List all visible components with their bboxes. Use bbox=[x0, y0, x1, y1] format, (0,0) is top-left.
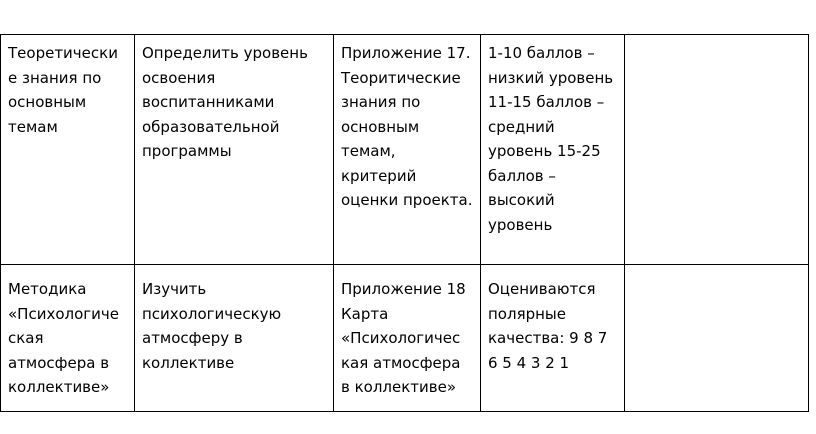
criterion-text: Методика «Психологиче ская атмосфера в коллективе» bbox=[8, 280, 119, 396]
goal-text: Изучить психологическую атмосферу в коллективе bbox=[142, 280, 282, 372]
table-cell-criterion bbox=[1, 265, 135, 412]
goal-text: Определить уровень освоения воспитанниками образовательной программы bbox=[142, 44, 308, 160]
table-cell-criterion bbox=[1, 35, 135, 265]
methods-table bbox=[0, 34, 809, 412]
scoring-text: 1-10 баллов – низкий уровень 11-15 баллов – средний уровень 15-25 баллов – высокий уровень bbox=[488, 44, 614, 234]
table-cell-empty bbox=[625, 265, 809, 412]
table-cell-appendix bbox=[334, 265, 481, 412]
table-cell-goal bbox=[135, 265, 334, 412]
appendix-text: Приложение 18 Карта «Психологичес кая атмосфера в коллективе» bbox=[341, 280, 466, 396]
table-row bbox=[1, 265, 809, 412]
criterion-text: Теоретически е знания по основным темам bbox=[8, 44, 118, 136]
table-cell-empty bbox=[625, 35, 809, 265]
table-cell-scoring bbox=[481, 265, 625, 412]
table-cell-goal bbox=[135, 35, 334, 265]
table-cell-scoring bbox=[481, 35, 625, 265]
scoring-text: Оцениваются полярные качества: 9 8 7 6 5 4 3 2 1 bbox=[488, 280, 608, 372]
table-cell-appendix bbox=[334, 35, 481, 265]
table-row bbox=[1, 35, 809, 265]
appendix-text: Приложение 17. Теоритические знания по основным темам, критерий оценки проекта. bbox=[341, 44, 473, 209]
